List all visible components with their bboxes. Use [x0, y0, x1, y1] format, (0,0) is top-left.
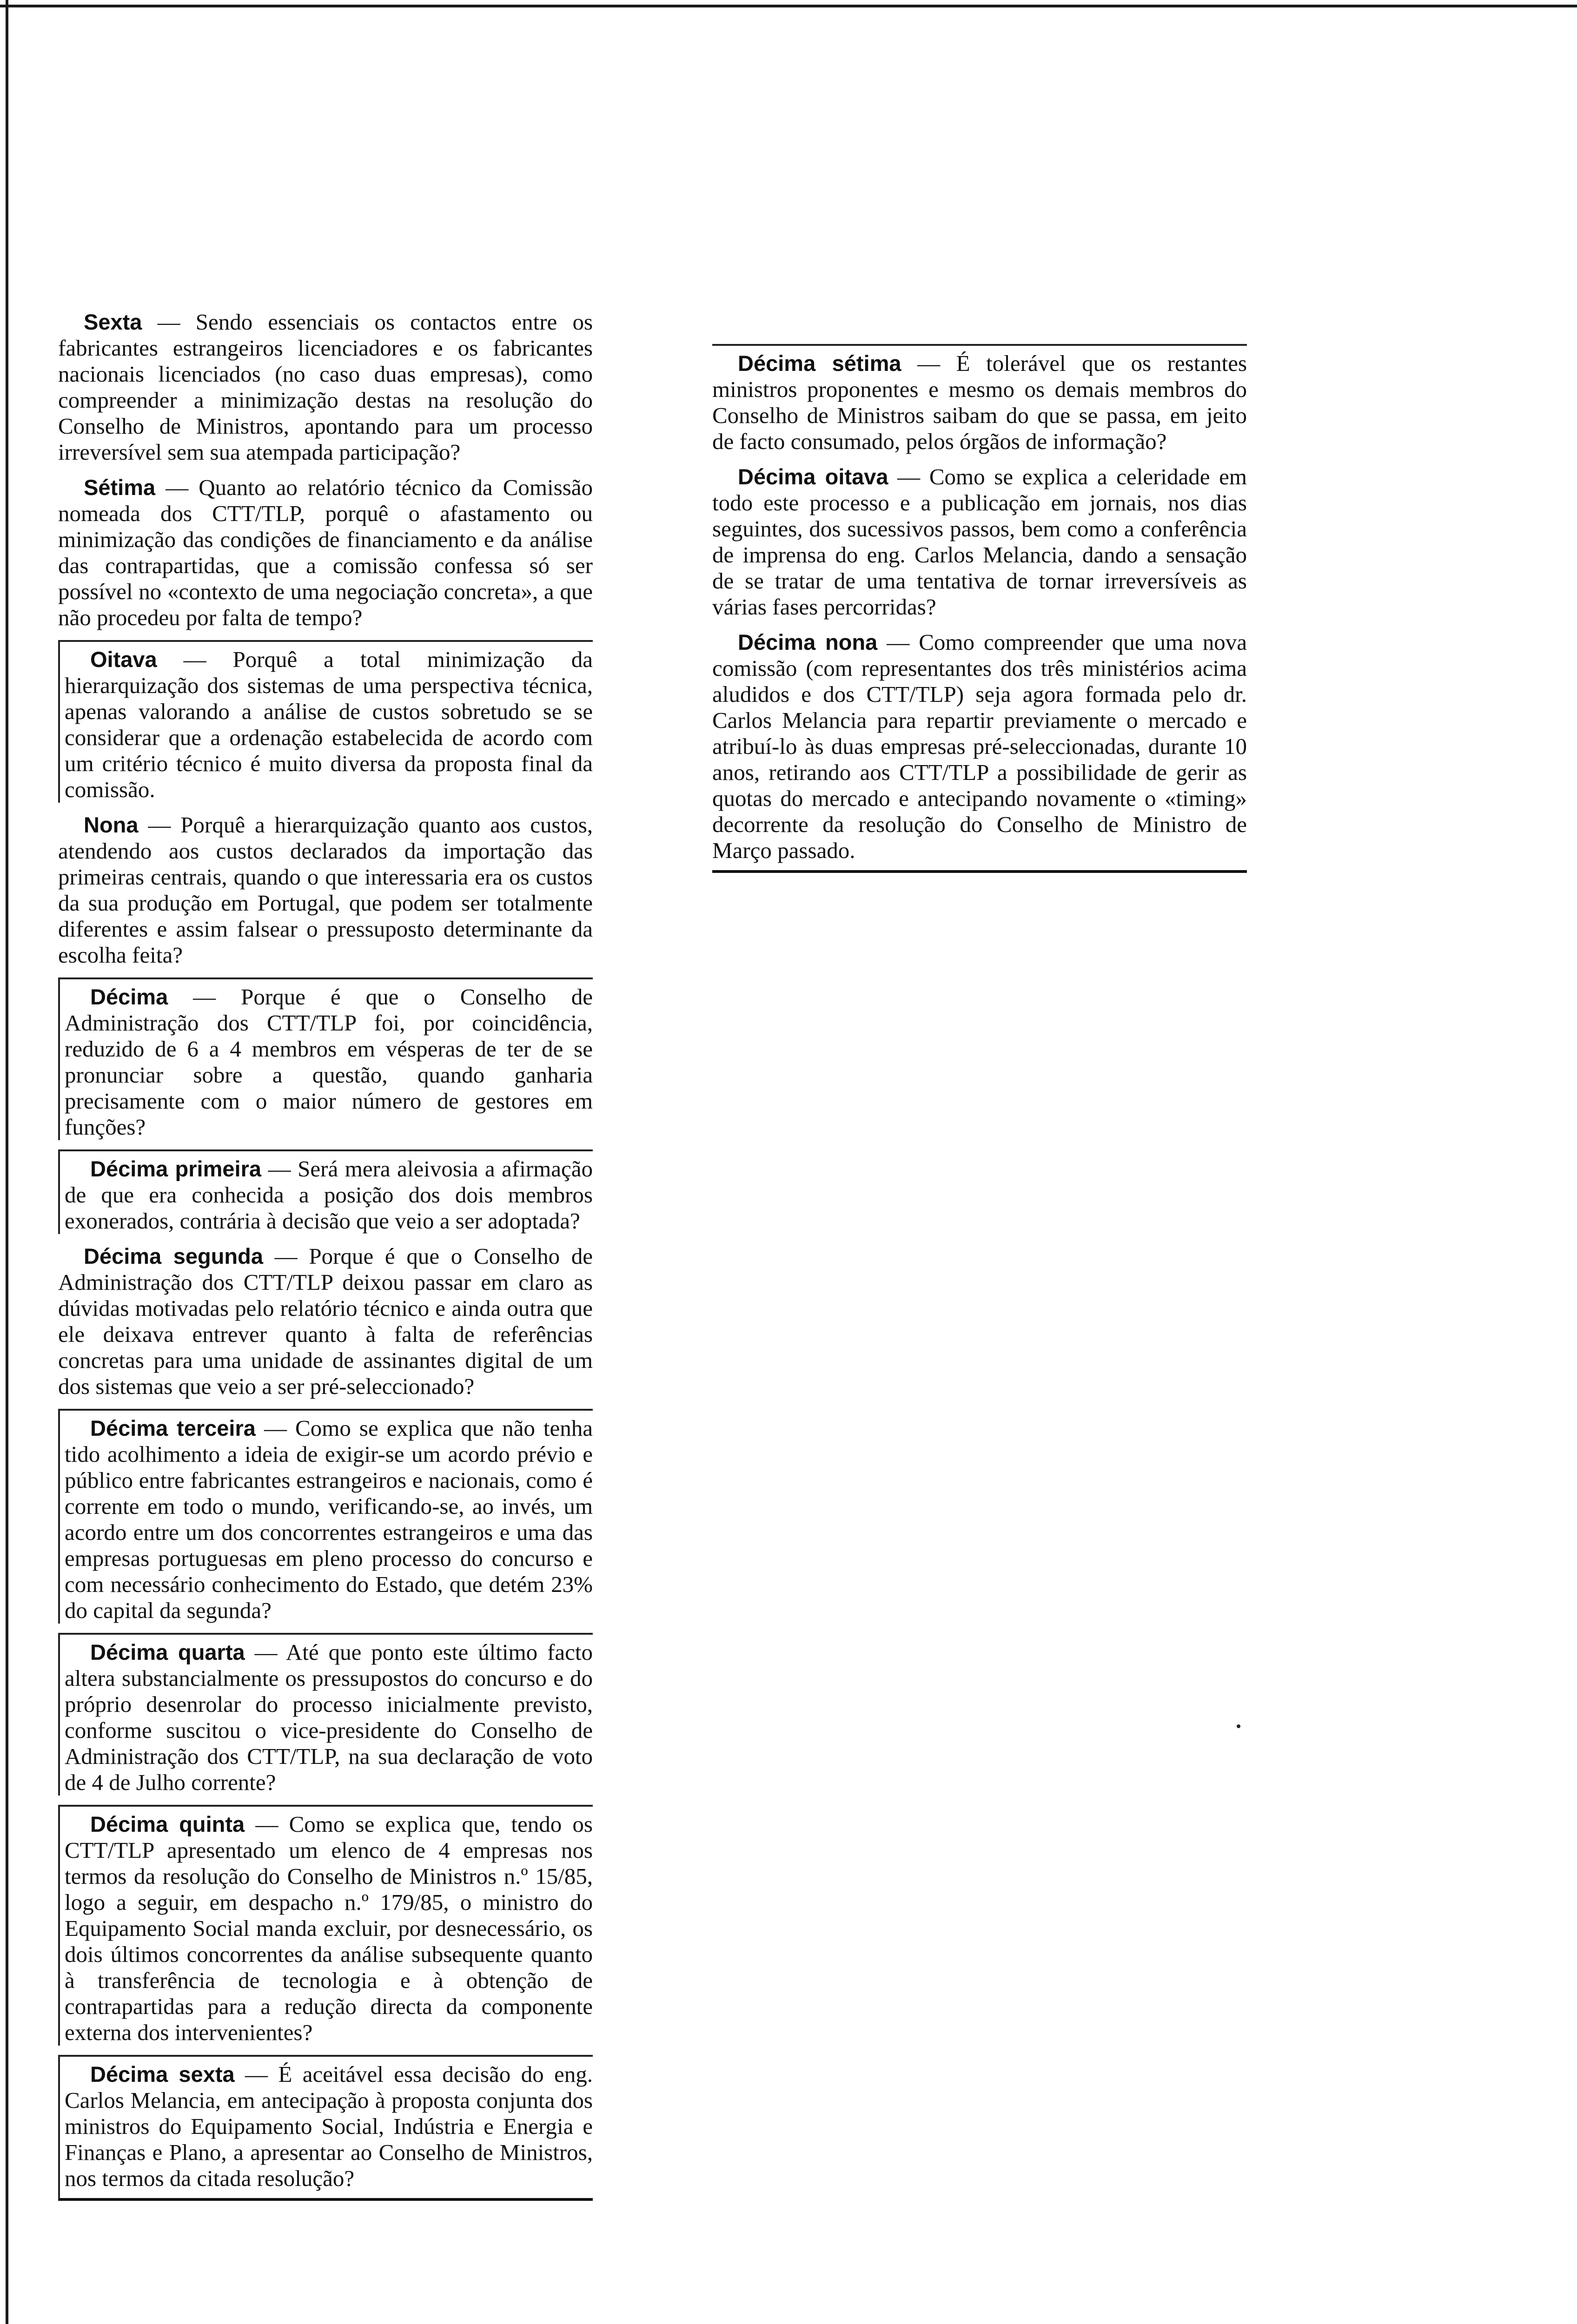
- separator-dash: —: [917, 350, 941, 376]
- separator-dash: —: [255, 1811, 278, 1837]
- question-heading: Décima segunda: [84, 1244, 263, 1268]
- scan-speck: [1237, 1724, 1240, 1728]
- separator-dash: —: [166, 475, 189, 500]
- question-decima-setima: [712, 344, 1247, 455]
- question-text: É aceitável essa decisão do eng. Carlos Melancia, em antecipação à proposta conjunta dos ministros do Equipamento Social, Indústria e Energia e Finanças e Plano, a apresentar ao Conselho de Ministros, nos termos da citada resolução?: [65, 2061, 593, 2191]
- question-decima-terceira: [58, 1409, 593, 1624]
- question-heading: Sétima: [84, 475, 156, 500]
- separator-dash: —: [245, 2061, 268, 2087]
- question-heading: Nona: [84, 812, 139, 837]
- question-decima-primeira: [58, 1149, 593, 1234]
- question-decima-oitava: [712, 464, 1247, 620]
- question-decima-quinta: [58, 1805, 593, 2046]
- question-text: Sendo essenciais os contactos entre os fabricantes estrangeiros licenciadores e os fabricantes nacionais licenciados (no caso duas empresas), como compreender a minimização destas na resolução do Conselho de Ministros, apontando para um processo irreversível sem sua atempada participação?: [58, 309, 593, 465]
- question-text: Porquê a total minimização da hierarquização dos sistemas de uma perspectiva técnica, apenas valorando a análise de custos sobretudo se se considerar que a ordenação estabelecida de acordo com um critério técnico é muito diversa da proposta final da comissão.: [65, 647, 593, 802]
- question-text: Porquê a hierarquização quanto aos custos, atendendo aos custos declarados da importação das primeiras centrais, quando o que interessaria era os custos da sua produção em Portugal, que podem ser totalmente diferentes e assim falsear o pressuposto determinante da escolha feita?: [58, 812, 593, 968]
- question-heading: Décima terceira: [90, 1416, 256, 1440]
- question-text: Como se explica que não tenha tido acolhimento a ideia de exigir-se um acordo prévio e público entre fabricantes estrangeiros e nacionais, como é corrente em todo o mundo, verificando-se, ao invés, um acordo entre um dos concorrentes estrangeiros e uma das empresas portuguesas em pleno processo do concurso e com necessário conhecimento do Estado, que detém 23% do capital da segunda?: [65, 1415, 593, 1623]
- question-setima: [58, 475, 593, 631]
- question-heading: Oitava: [90, 647, 157, 672]
- question-heading: Sexta: [84, 310, 142, 334]
- question-text: Será mera aleivosia a afirmação de que era conhecida a posição dos dois membros exonerados, contrária à decisão que veio a ser adoptada?: [65, 1156, 593, 1234]
- separator-dash: —: [183, 647, 206, 672]
- separator-dash: —: [148, 812, 171, 838]
- separator-dash: —: [193, 984, 216, 1010]
- question-text: Até que ponto este último facto altera substancialmente os pressupostos do concurso e do próprio desenrolar do processo inicialmente previsto, conforme suscitou o vice-presidente do Conselho de Administração dos CTT/TLP, na sua declaração de voto de 4 de Julho corrente?: [65, 1639, 593, 1795]
- separator-dash: —: [897, 464, 921, 489]
- question-heading: Décima quarta: [90, 1640, 245, 1664]
- question-nona: [58, 812, 593, 968]
- question-heading: Décima sétima: [738, 351, 901, 376]
- scan-border-left: [6, 0, 8, 2324]
- question-heading: Décima: [90, 984, 168, 1009]
- question-text: Como se explica que, tendo os CTT/TLP apresentado um elenco de 4 empresas nos termos da resolução do Conselho de Ministros n.º 15/85, logo a seguir, em despacho n.º 179/85, o ministro do Equipamento Social manda excluir, por desnecessário, os dois últimos concorrentes da análise subsequente quanto à transferência de tecnologia e à obtenção de contrapartidas para a redução directa da componente externa dos intervenientes?: [65, 1811, 593, 2045]
- separator-dash: —: [264, 1415, 287, 1441]
- question-decima-quarta: [58, 1633, 593, 1796]
- question-text: Como compreender que uma nova comissão (com representantes dos três ministérios acima aludidos e dos CTT/TLP) seja agora formada pelo dr. Carlos Melancia para repartir previamente o mercado e atribuí-lo às duas empresas pré-seleccionadas, durante 10 anos, retirando aos CTT/TLP a possibilidade de gerir as quotas do mercado e antecipando novamente o «timing» decorrente da resolução do Conselho de Ministro de Março passado.: [712, 629, 1247, 863]
- question-text: Quanto ao relatório técnico da Comissão nomeada dos CTT/TLP, porquê o afastamento ou minimização das condições de financiamento e da análise das contrapartidas, que a comissão confessa só ser possível no «contexto de uma negociação concreta», a que não procedeu por falta de tempo?: [58, 475, 593, 630]
- question-heading: Décima primeira: [90, 1156, 262, 1181]
- separator-dash: —: [254, 1639, 278, 1665]
- separator-dash: —: [157, 309, 180, 335]
- question-heading: Décima quinta: [90, 1812, 245, 1836]
- question-decima-segunda: [58, 1243, 593, 1400]
- question-heading: Décima oitava: [738, 464, 888, 489]
- question-sexta: [58, 309, 593, 465]
- question-heading: Décima nona: [738, 630, 878, 654]
- question-heading: Décima sexta: [90, 2062, 235, 2086]
- question-decima-nona: [712, 629, 1247, 873]
- question-decima: [58, 977, 593, 1140]
- question-decima-sexta: [58, 2055, 593, 2201]
- question-oitava: [58, 640, 593, 803]
- separator-dash: —: [887, 629, 910, 655]
- question-text: Porque é que o Conselho de Administração dos CTT/TLP deixou passar em claro as dúvidas motivadas pelo relatório técnico e ainda outra que ele deixava entrever quanto à falta de referências concretas para uma unidade de assinantes digital de um dos sistemas que veio a ser pré-seleccionado?: [58, 1243, 593, 1399]
- left-column: [58, 309, 593, 2210]
- question-text: Porque é que o Conselho de Administração dos CTT/TLP foi, por coincidência, reduzido de 6 a 4 membros em vésperas de ter de se pronunciar sobre a questão, quando ganharia precisamente com o maior número de gestores em funções?: [65, 984, 593, 1140]
- question-text: É tolerável que os restantes ministros proponentes e mesmo os demais membros do Conselho de Ministros saibam do que se passa, em jeito de facto consumado, pelos órgãos de informação?: [712, 350, 1247, 454]
- separator-dash: —: [274, 1243, 298, 1269]
- right-column: [712, 344, 1247, 882]
- separator-dash: —: [268, 1156, 291, 1182]
- scan-border-top: [0, 5, 1577, 7]
- question-text: Como se explica a celeridade em todo este processo e a publicação em jornais, nos dias seguintes, dos sucessivos passos, bem como a conferência de imprensa do eng. Carlos Melancia, dando a sensação de se tratar de uma tentativa de tornar irreversíveis as várias fases percorridas?: [712, 464, 1247, 620]
